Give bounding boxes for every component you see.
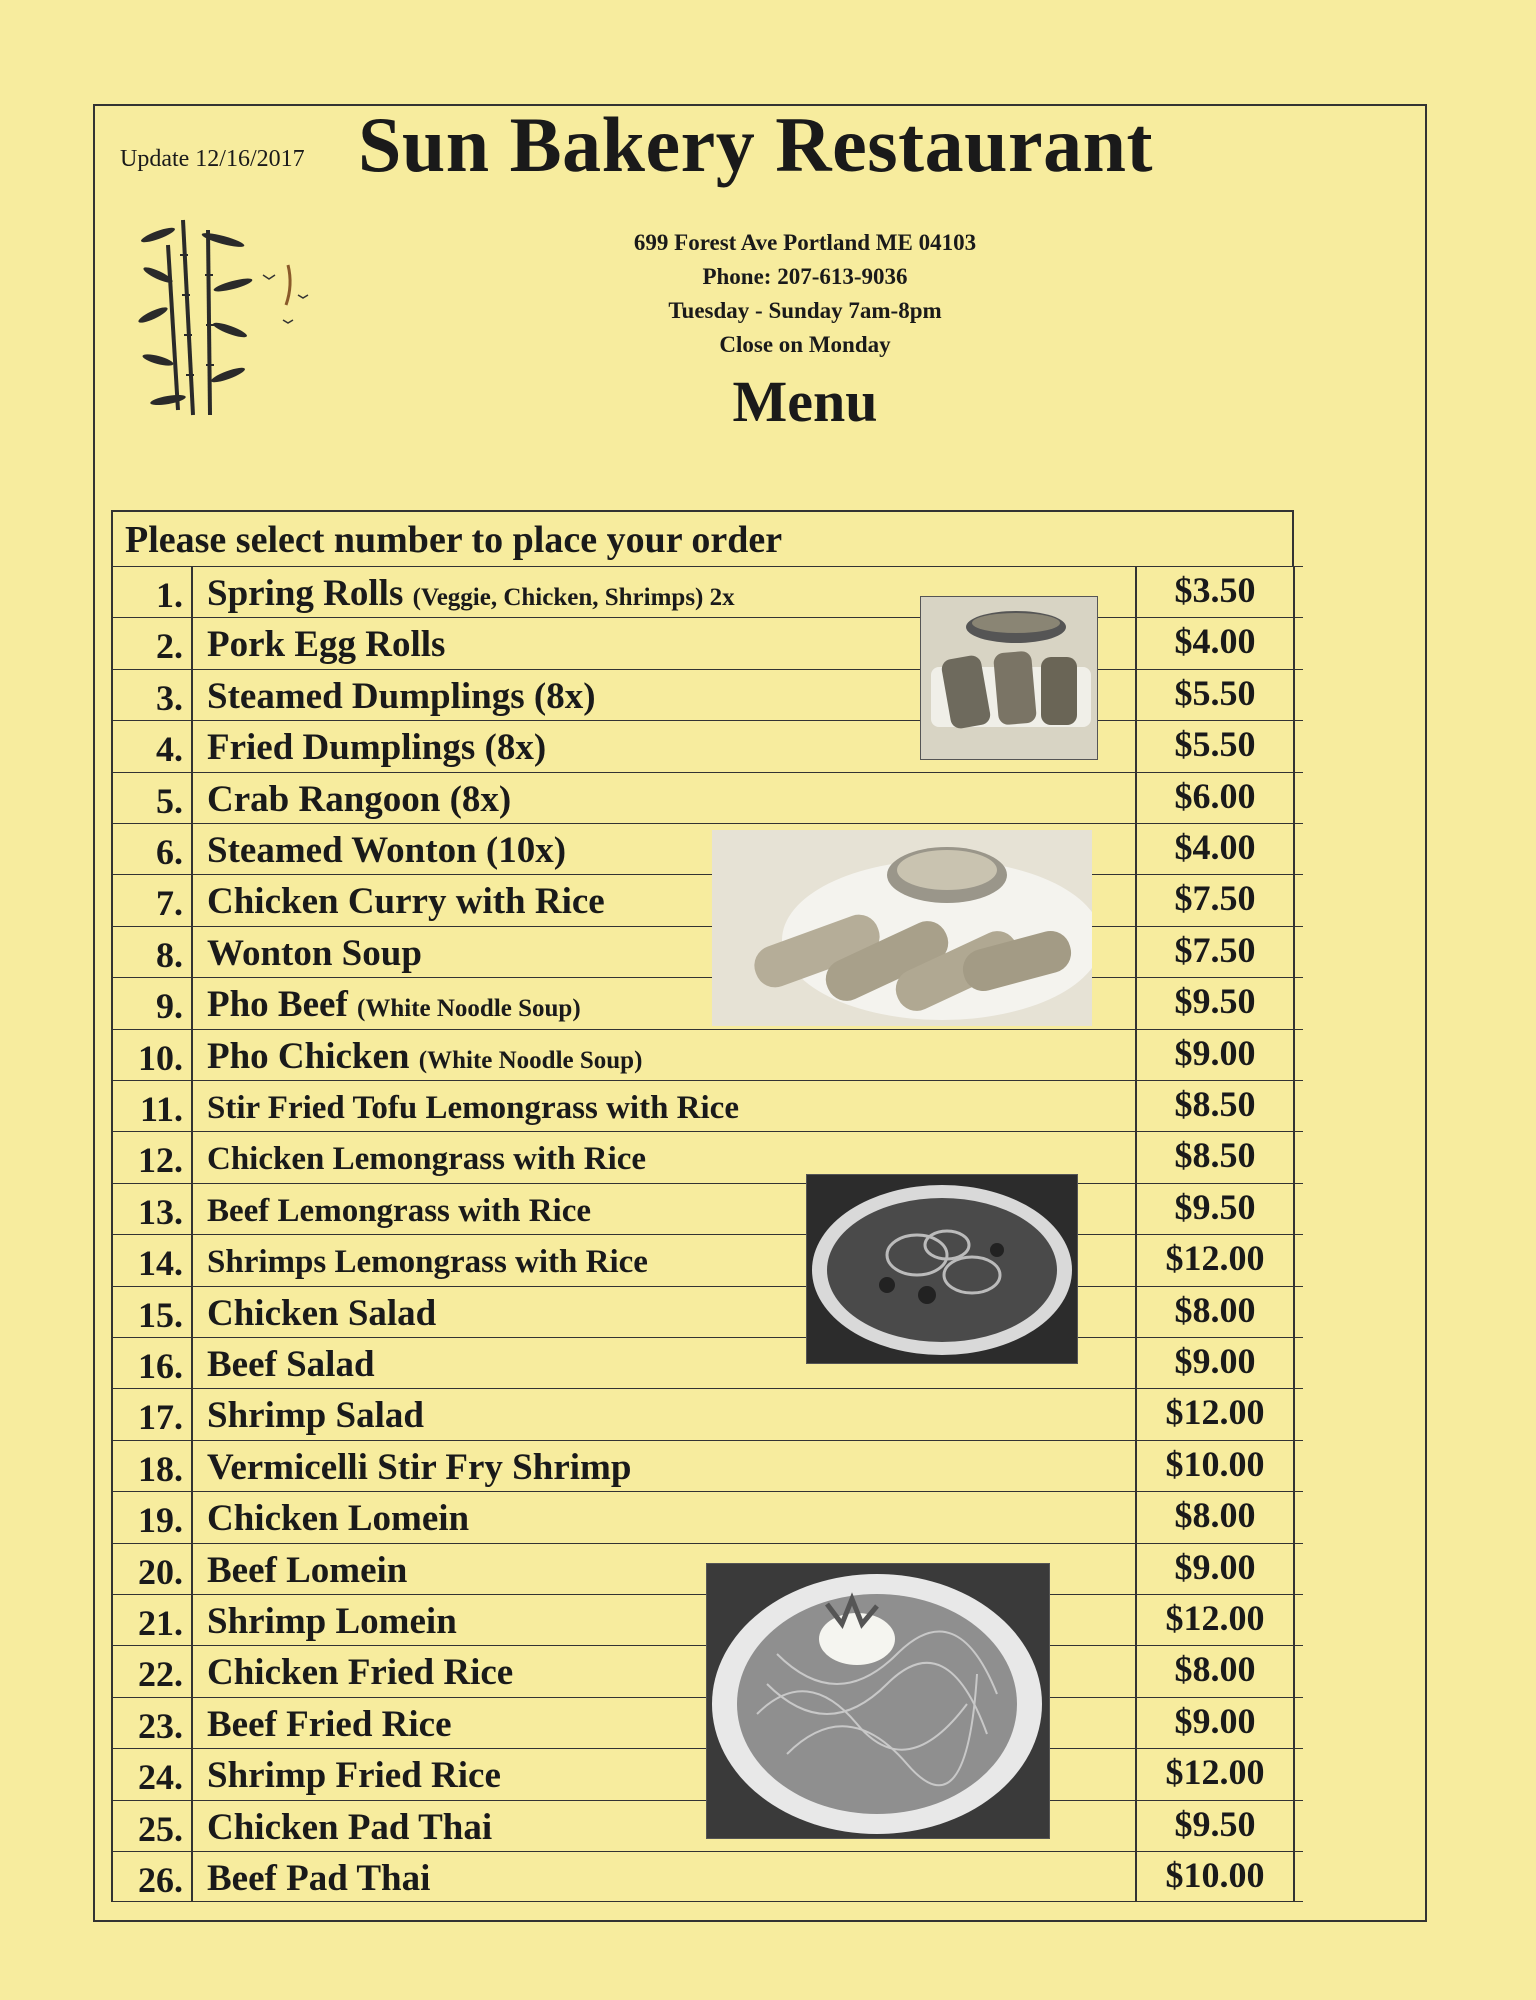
menu-item-row[interactable] — [111, 1131, 1303, 1182]
item-price: $8.50 — [1135, 1081, 1295, 1131]
item-name-text: Chicken Curry with Rice — [207, 881, 605, 923]
item-name-text: Chicken Salad — [207, 1292, 437, 1334]
item-number: 15. — [111, 1287, 193, 1337]
item-name — [207, 1081, 739, 1135]
item-price: $4.00 — [1135, 824, 1295, 874]
menu-item-row[interactable] — [111, 566, 1303, 617]
menu-item-row[interactable] — [111, 1029, 1303, 1080]
item-name — [207, 1441, 631, 1495]
egg-rolls-photo — [712, 830, 1092, 1026]
item-name — [207, 1492, 469, 1546]
item-name-text: Shrimp Lomein — [207, 1601, 457, 1642]
menu-item-row[interactable] — [111, 1491, 1303, 1542]
item-name-text: Pho Beef — [207, 984, 348, 1026]
item-price: $8.50 — [1135, 1132, 1295, 1182]
item-name — [207, 1595, 457, 1649]
item-price: $9.00 — [1135, 1338, 1295, 1388]
item-name — [207, 670, 596, 724]
item-name-text: Pho Chicken — [207, 1035, 410, 1077]
item-price: $12.00 — [1135, 1235, 1295, 1285]
item-name — [207, 721, 546, 775]
item-price: $7.50 — [1135, 875, 1295, 925]
item-name-text: Beef Pad Thai — [207, 1858, 431, 1899]
item-note: (White Noodle Soup) — [357, 995, 581, 1023]
item-price: $5.50 — [1135, 670, 1295, 720]
menu-item-row[interactable] — [111, 1286, 1303, 1337]
item-name — [207, 773, 511, 827]
item-name — [207, 1544, 407, 1598]
item-name-text: Fried Dumplings (8x) — [207, 727, 547, 769]
item-number: 3. — [111, 670, 193, 720]
item-price: $12.00 — [1135, 1749, 1295, 1799]
item-name — [207, 1389, 424, 1443]
item-number: 19. — [111, 1492, 193, 1542]
bamboo-illustration — [138, 215, 318, 420]
item-name — [207, 1698, 452, 1752]
menu-item-row[interactable] — [111, 720, 1303, 771]
item-name — [207, 1132, 646, 1186]
closed-day: Close on Monday — [719, 332, 891, 357]
menu-item-row[interactable] — [111, 1234, 1303, 1285]
item-price: $9.00 — [1135, 1544, 1295, 1594]
item-number: 22. — [111, 1646, 193, 1696]
contact-info — [500, 226, 1110, 362]
item-price: $7.50 — [1135, 927, 1295, 977]
item-price: $10.00 — [1135, 1852, 1295, 1901]
menu-item-row[interactable] — [111, 926, 1303, 977]
item-name — [207, 824, 566, 878]
item-number: 25. — [111, 1801, 193, 1851]
item-note: (Veggie, Chicken, Shrimps) 2x — [412, 584, 735, 611]
item-name-text: Beef Lemongrass with Rice — [207, 1192, 592, 1229]
item-number: 5. — [111, 773, 193, 823]
item-name-text: Chicken Lomein — [207, 1498, 470, 1540]
item-number: 20. — [111, 1544, 193, 1594]
item-name-text: Chicken Pad Thai — [207, 1806, 493, 1848]
phone: Phone: 207-613-9036 — [702, 264, 908, 289]
item-price: $9.50 — [1135, 978, 1295, 1028]
item-number: 4. — [111, 721, 193, 771]
item-name — [207, 1235, 648, 1289]
item-number: 16. — [111, 1338, 193, 1388]
item-note: (White Noodle Soup) — [418, 1046, 643, 1074]
spring-rolls-photo — [920, 596, 1098, 760]
item-price: $9.50 — [1135, 1801, 1295, 1851]
item-number: 18. — [111, 1441, 193, 1491]
menu-heading: Menu — [732, 369, 878, 434]
restaurant-title: Sun Bakery Restaurant — [358, 101, 1153, 188]
item-number: 6. — [111, 824, 193, 874]
address: 699 Forest Ave Portland ME 04103 — [633, 230, 977, 255]
item-name — [207, 1852, 430, 1906]
item-price: $8.00 — [1135, 1287, 1295, 1337]
item-price: $6.00 — [1135, 773, 1295, 823]
item-price: $4.00 — [1135, 618, 1295, 668]
item-name-text: Steamed Wonton (10x) — [207, 830, 567, 871]
item-number: 2. — [111, 618, 193, 668]
order-instruction: Please select number to place your order — [125, 519, 783, 561]
item-number: 14. — [111, 1235, 193, 1285]
menu-item-row[interactable] — [111, 977, 1303, 1028]
item-name-text: Shrimps Lemongrass with Rice — [207, 1244, 648, 1281]
item-number: 1. — [111, 567, 193, 617]
update-date: Update 12/16/2017 — [120, 146, 305, 172]
item-price: $3.50 — [1135, 567, 1295, 617]
noodles-photo — [706, 1563, 1050, 1839]
item-name — [207, 618, 445, 672]
menu-item-row[interactable] — [111, 1440, 1303, 1491]
item-price: $12.00 — [1135, 1595, 1295, 1645]
item-name-text: Crab Rangoon (8x) — [207, 778, 512, 820]
item-name-text: Shrimp Fried Rice — [207, 1755, 501, 1797]
item-name — [207, 875, 605, 929]
menu-item-row[interactable] — [111, 1080, 1303, 1131]
item-name-text: Pork Egg Rolls — [207, 624, 446, 666]
item-number: 10. — [111, 1030, 193, 1080]
item-name-text: Beef Lomein — [207, 1549, 408, 1591]
item-name-text: Beef Fried Rice — [207, 1703, 452, 1745]
menu-item-row[interactable] — [111, 669, 1303, 720]
item-name — [207, 1184, 591, 1238]
item-number: 17. — [111, 1389, 193, 1439]
item-name — [207, 978, 581, 1036]
item-price: $12.00 — [1135, 1389, 1295, 1439]
item-name-text: Stir Fried Tofu Lemongrass with Rice — [207, 1090, 739, 1126]
item-price: $9.00 — [1135, 1030, 1295, 1080]
item-price: $9.00 — [1135, 1698, 1295, 1748]
item-number: 7. — [111, 875, 193, 925]
menu-item-row[interactable] — [111, 1851, 1303, 1902]
item-price: $8.00 — [1135, 1646, 1295, 1696]
item-number: 24. — [111, 1749, 193, 1799]
item-number: 12. — [111, 1132, 193, 1182]
item-number: 13. — [111, 1184, 193, 1234]
item-name-text: Shrimp Salad — [207, 1395, 424, 1437]
menu-item-row[interactable] — [111, 823, 1303, 874]
item-name — [207, 567, 735, 625]
item-number: 11. — [111, 1081, 193, 1131]
item-name-text: Chicken Lemongrass with Rice — [207, 1141, 647, 1178]
pho-bowl-photo — [806, 1174, 1078, 1364]
item-name-text: Beef Salad — [207, 1344, 375, 1385]
item-name — [207, 1801, 492, 1855]
item-name — [207, 1338, 375, 1392]
item-name-text: Vermicelli Stir Fry Shrimp — [207, 1446, 632, 1488]
menu-item-row[interactable] — [111, 1183, 1303, 1234]
item-name-text: Spring Rolls — [207, 573, 404, 614]
item-name — [207, 1287, 436, 1341]
hours: Tuesday - Sunday 7am-8pm — [668, 298, 942, 323]
menu-item-row[interactable] — [111, 617, 1303, 668]
item-number: 8. — [111, 927, 193, 977]
menu-item-row[interactable] — [111, 772, 1303, 823]
item-name-text: Steamed Dumplings (8x) — [207, 675, 596, 717]
item-name-text: Chicken Fried Rice — [207, 1652, 514, 1694]
item-name — [207, 1646, 513, 1700]
item-name — [207, 1749, 501, 1803]
item-price: $10.00 — [1135, 1441, 1295, 1491]
item-number: 26. — [111, 1852, 193, 1901]
item-name — [207, 1030, 642, 1088]
menu-item-row[interactable] — [111, 1388, 1303, 1439]
menu-item-row[interactable] — [111, 874, 1303, 925]
item-price: $8.00 — [1135, 1492, 1295, 1542]
item-name-text: Wonton Soup — [207, 932, 422, 974]
item-price: $5.50 — [1135, 721, 1295, 771]
item-price: $9.50 — [1135, 1184, 1295, 1234]
item-name — [207, 927, 422, 981]
item-number: 9. — [111, 978, 193, 1028]
menu-item-row[interactable] — [111, 1337, 1303, 1388]
item-number: 21. — [111, 1595, 193, 1645]
item-number: 23. — [111, 1698, 193, 1748]
